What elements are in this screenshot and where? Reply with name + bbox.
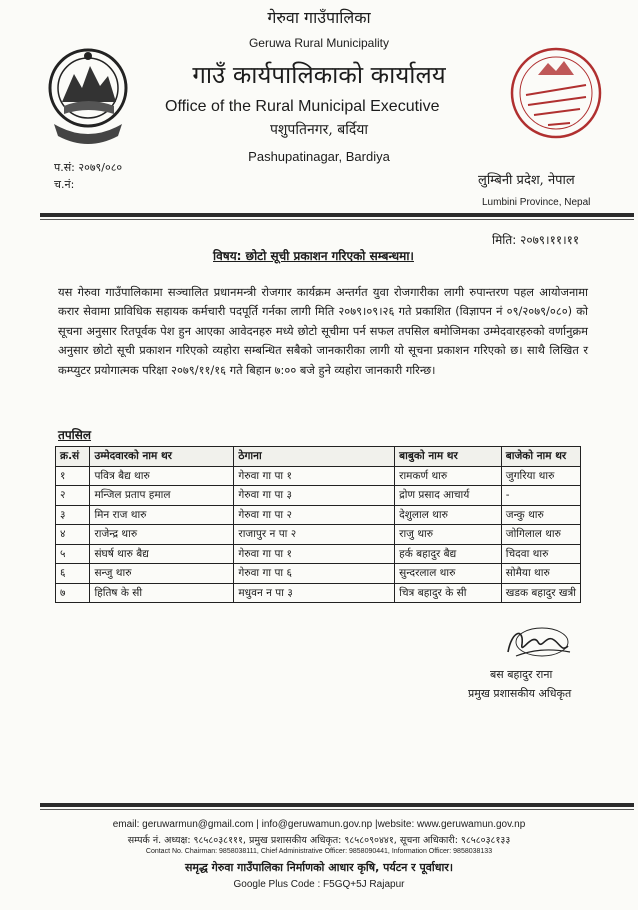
header-candidate-name: उम्मेदवारको नाम थर — [90, 447, 234, 467]
table-body — [56, 466, 581, 603]
cell-address: गेरुवा गा पा १ — [234, 466, 395, 486]
municipality-name-nepali: गेरुवा गाउँपालिका — [267, 8, 371, 27]
cell-serial: ५ — [56, 544, 90, 564]
letter-date: मिति: २०७९।११।११ — [492, 233, 580, 247]
table-row — [56, 564, 581, 584]
province-nepali: लुम्बिनी प्रदेश, नेपाल — [478, 173, 575, 188]
table-row — [56, 544, 581, 564]
cell-candidate-name: पवित्र बैद्य थारु — [90, 466, 234, 486]
office-name-english: Office of the Rural Municipal Executive — [165, 98, 440, 115]
cell-father-name: रामकर्ण थारु — [395, 466, 502, 486]
header-father-name: बाबुको नाम थर — [395, 447, 502, 467]
cell-father-name: हर्क बहादुर बैद्य — [395, 544, 502, 564]
cell-father-name: चित्र बहादुर के सी — [395, 583, 502, 603]
signature-icon — [502, 622, 574, 664]
cell-address: राजापुर न पा २ — [234, 525, 395, 545]
header-grandfather-name: बाजेको नाम थर — [501, 447, 580, 467]
signer-title: प्रमुख प्रशासकीय अधिकृत — [468, 687, 572, 700]
cell-address: मधुवन न पा ३ — [234, 583, 395, 603]
cell-grandfather-name: चिदवा थारु — [501, 544, 580, 564]
cell-grandfather-name: खडक बहादुर खत्री — [501, 583, 580, 603]
cell-grandfather-name: जुगरिया थारु — [501, 466, 580, 486]
province-english: Lumbini Province, Nepal — [482, 197, 591, 208]
signer-name: बस बहादुर राना — [490, 668, 553, 681]
table-row — [56, 505, 581, 525]
table-header-row — [56, 447, 581, 467]
dispatch-number: च.नं: — [54, 178, 75, 191]
reference-number: प.सं: २०७९/०८० — [54, 161, 123, 174]
cell-candidate-name: राजेन्द्र थारु — [90, 525, 234, 545]
letter-body: यस गेरुवा गाउँपालिकामा सञ्चालित प्रधानमन्त्री रोजगार कार्यक्रम अन्तर्गत युवा रोजगारीका लागी रुपान्तरण पहल आयोजनामा करार सेवामा प्राविधिक सहायक कर्मचारी पदपूर्ति गर्नका लागी मिति २०७९।०९।२६ गते प्रकाशित (विज्ञापन नं ०९/२०७९/०८०) को सूचना अनुसार रितपूर्वक पेश हुन आएका आवेदनहरु मध्ये छोटो सूचीमा पर्न सफल तपसिल बमोजिमका उम्मेदवारहरुको वर्णानुक्रम अनुसार छोटो सूची प्रकाशन गरिएको व्यहोरा सम्बन्धित सबैको जानकारीका लागी यो सूचना प्रकाशन गरिएको छ। साथै लिखित र कम्प्युटर प्रयोगात्मक परिक्षा २०७९/११/१६ गते बिहान ७:०० बजे हुने व्यहोरा जानकारी गरिन्छ। — [58, 285, 588, 377]
cell-serial: १ — [56, 466, 90, 486]
header-address: ठेगाना — [234, 447, 395, 467]
cell-grandfather-name: जोगिलाल थारु — [501, 525, 580, 545]
cell-candidate-name: संघर्ष थारु बैद्य — [90, 544, 234, 564]
cell-serial: ४ — [56, 525, 90, 545]
cell-father-name: सुन्दरलाल थारु — [395, 564, 502, 584]
cell-serial: २ — [56, 486, 90, 506]
cell-father-name: देशुलाल थारु — [395, 505, 502, 525]
footer-email-line: email: geruwarmun@gmail.com | info@geruwamun.gov.np |website: www.geruwamun.gov.np — [112, 819, 526, 830]
cell-father-name: राजु थारु — [395, 525, 502, 545]
cell-father-name: द्रोण प्रसाद आचार्य — [395, 486, 502, 506]
address-nepali: पशुपतिनगर, बर्दिया — [269, 122, 369, 138]
cell-address: गेरुवा गा पा १ — [234, 544, 395, 564]
cell-serial: ३ — [56, 505, 90, 525]
table-row — [56, 466, 581, 486]
cell-grandfather-name: जन्कु थारु — [501, 505, 580, 525]
table-row — [56, 583, 581, 603]
header-divider — [40, 213, 634, 217]
footer-divider-thin — [40, 809, 634, 810]
header-serial: क्र.सं — [56, 447, 90, 467]
cell-candidate-name: मिन राज थारु — [90, 505, 234, 525]
annex-label: तपसिल — [58, 428, 92, 442]
table-row — [56, 486, 581, 506]
cell-candidate-name: मन्जिल प्रताप हमाल — [90, 486, 234, 506]
footer-phone-line: सम्पर्क नं. अध्यक्ष: ९८५८०३८१११, प्रमुख प्रशासकीय अधिकृत: ९८५८०९०४४१, सूचना अधिकारी: ९८५८०३८१३३ — [127, 835, 511, 846]
cell-serial: ७ — [56, 583, 90, 603]
candidate-table — [55, 446, 581, 603]
cell-candidate-name: सन्जु थारु — [90, 564, 234, 584]
footer-tagline: समृद्ध गेरुवा गाउँपालिका निर्माणको आधार कृषि, पर्यटन र पूर्वाधार। — [184, 861, 454, 874]
cell-serial: ६ — [56, 564, 90, 584]
cell-address: गेरुवा गा पा ६ — [234, 564, 395, 584]
header-divider-thin — [40, 219, 634, 220]
letter-subject: विषय: छोटो सूची प्रकाशन गरिएको सम्बन्धमा। — [213, 249, 414, 263]
cell-address: गेरुवा गा पा ३ — [234, 486, 395, 506]
cell-grandfather-name: - — [501, 486, 580, 506]
municipality-name-english: Geruwa Rural Municipality — [248, 36, 390, 50]
cell-address: गेरुवा गा पा २ — [234, 505, 395, 525]
footer-contact-line: Contact No. Chairman: 9858038111, Chief Administrative Officer: 9858090441, Information Officer: 9858038133 — [145, 848, 493, 855]
cell-candidate-name: हितिष के सी — [90, 583, 234, 603]
office-name-nepali: गाउँ कार्यपालिकाको कार्यालय — [192, 61, 446, 89]
footer-plus-code: Google Plus Code : F5GQ+5J Rajapur — [233, 879, 405, 890]
footer-divider — [40, 803, 634, 807]
address-english: Pashupatinagar, Bardiya — [248, 149, 390, 164]
cell-grandfather-name: सोमैया थारु — [501, 564, 580, 584]
table-row — [56, 525, 581, 545]
